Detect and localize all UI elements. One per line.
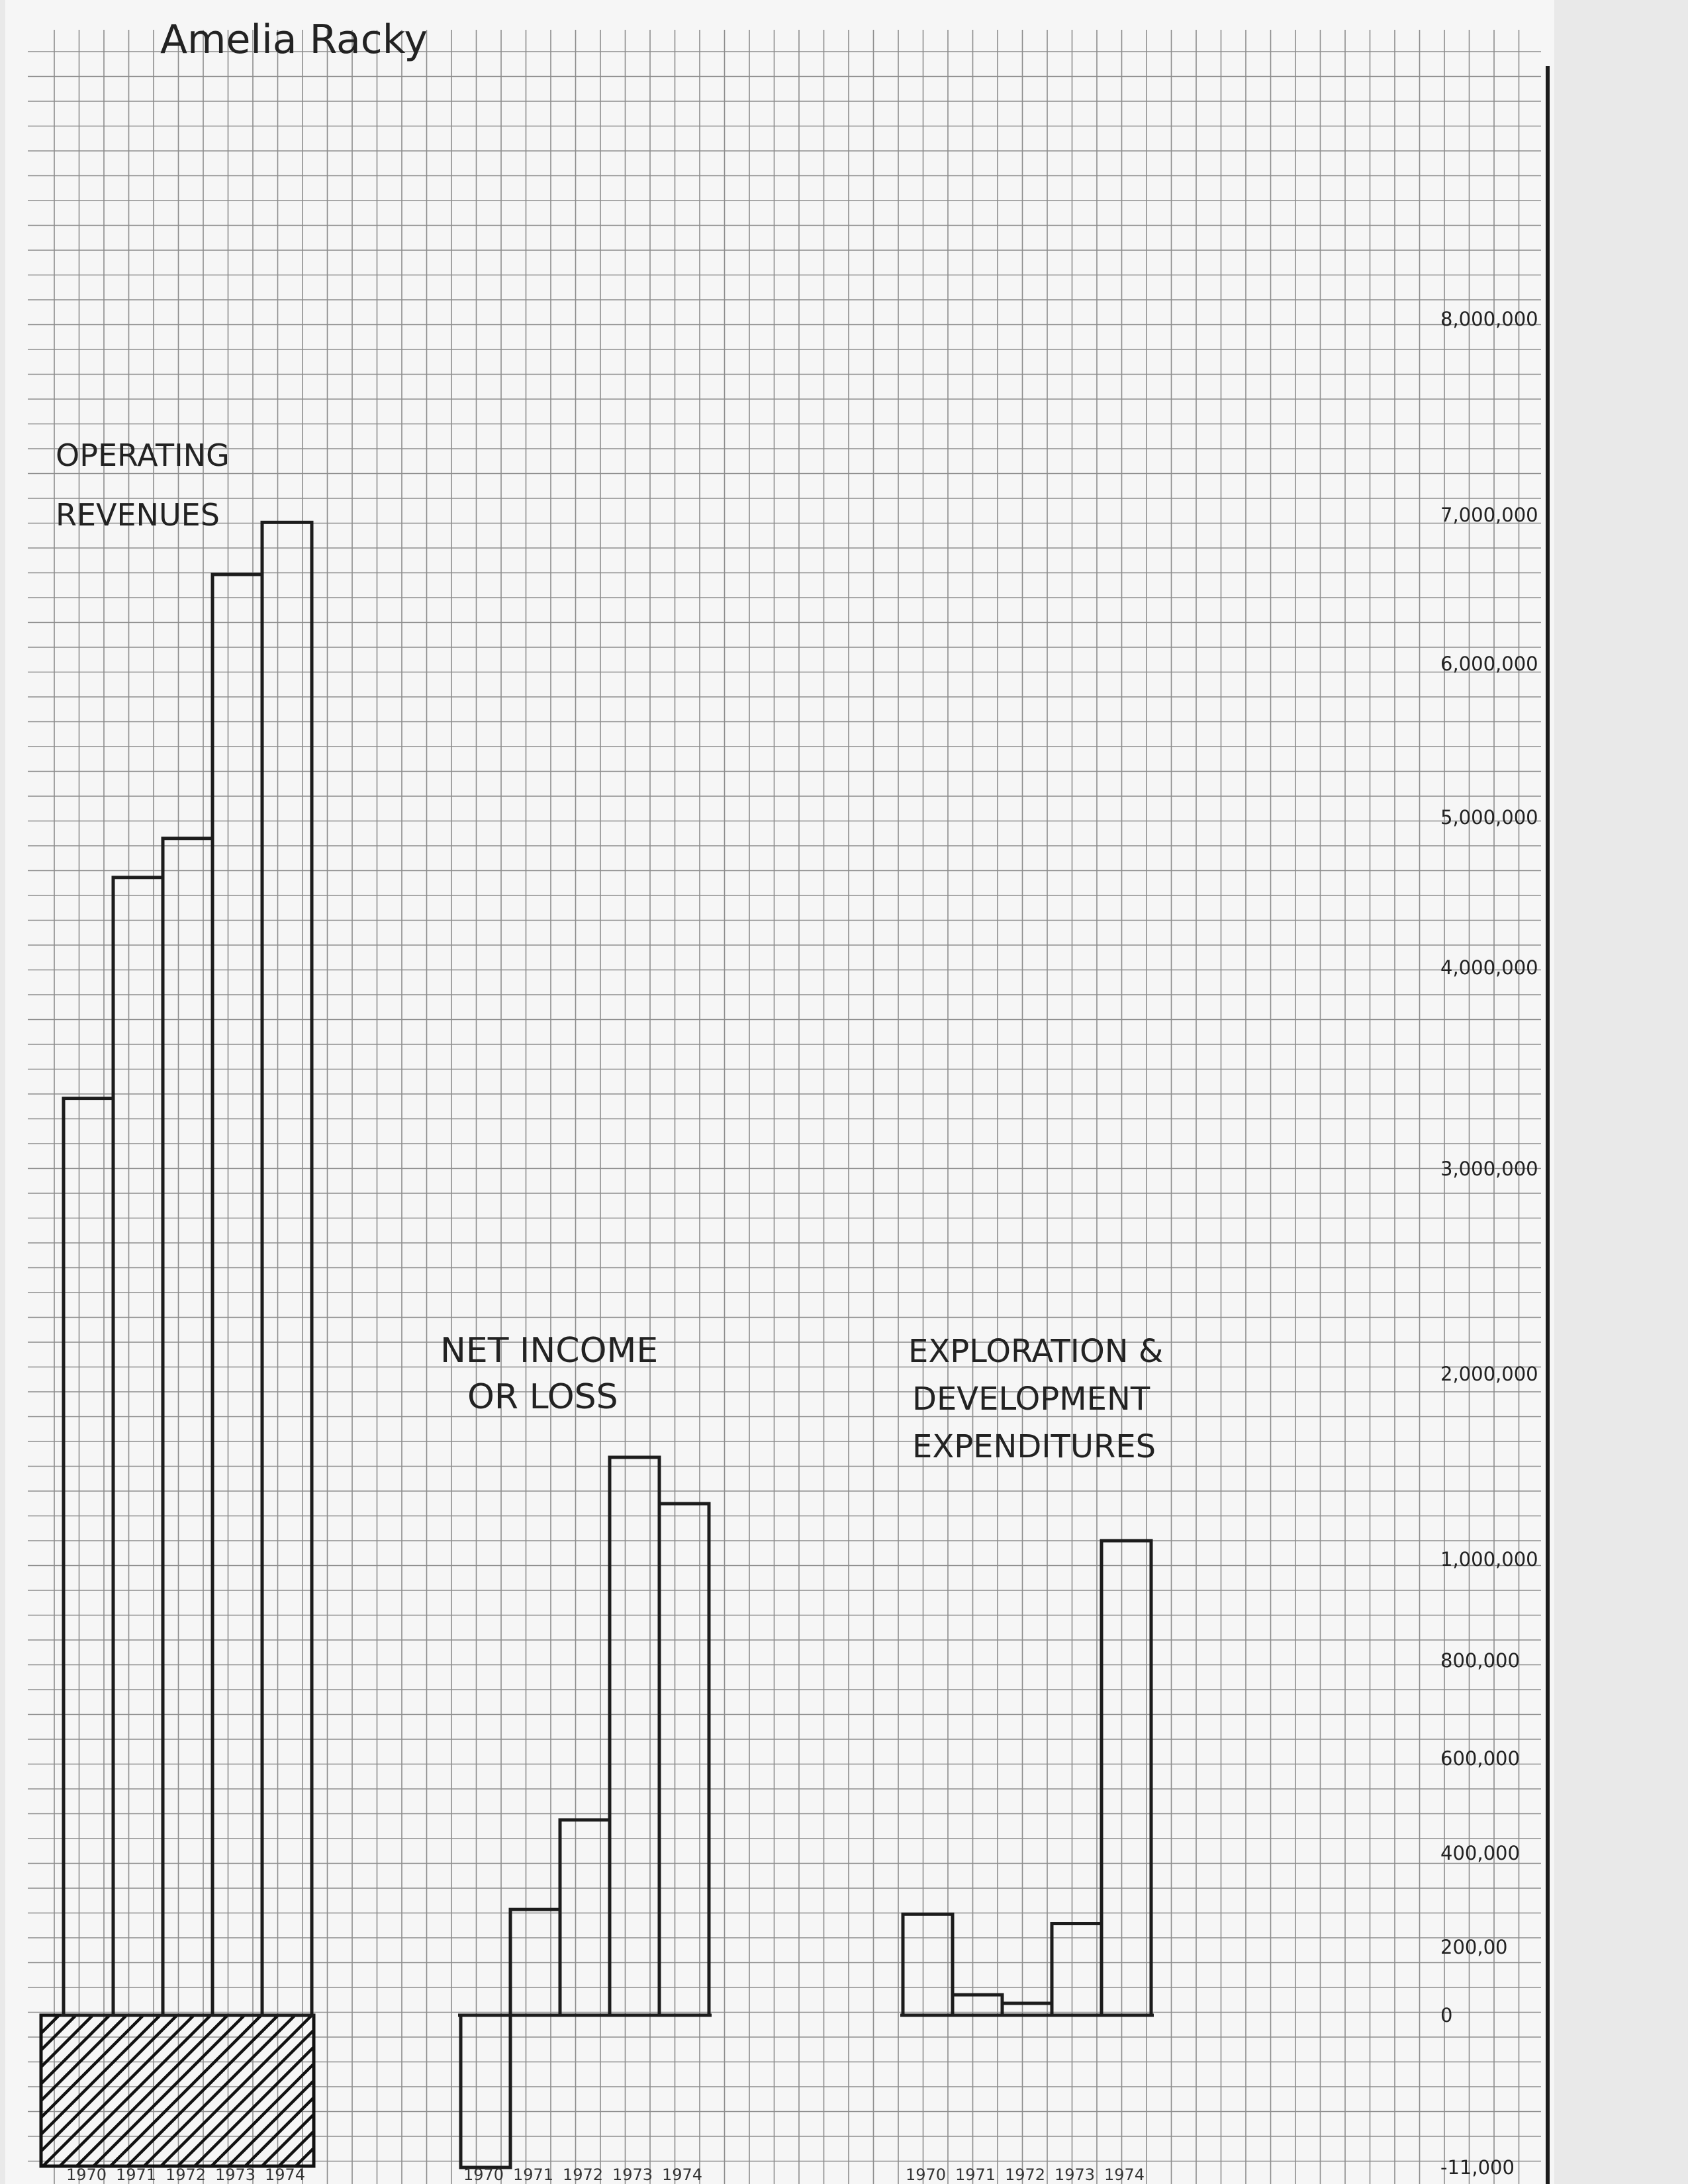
y-tick-label: 200,00 xyxy=(1440,1936,1508,1958)
hatched-base-area xyxy=(41,2015,314,2166)
x-tick-label: 1974 xyxy=(1104,2165,1145,2184)
y-tick-label: 8,000,000 xyxy=(1440,308,1538,330)
y-tick-label: 400,000 xyxy=(1440,1842,1520,1864)
group-title-exploration xyxy=(908,1333,1163,1465)
group-title-line: OR LOSS xyxy=(467,1377,618,1417)
x-tick-label: 1971 xyxy=(513,2165,554,2184)
bar xyxy=(1002,2003,1052,2015)
y-tick-label: 3,000,000 xyxy=(1440,1158,1538,1180)
x-tick-label: 1972 xyxy=(563,2165,604,2184)
y-tick-label: 7,000,000 xyxy=(1440,504,1538,526)
bar xyxy=(659,1504,709,2015)
x-tick-label: 1971 xyxy=(116,2165,157,2184)
bar xyxy=(64,1099,113,2015)
bar xyxy=(212,574,262,2015)
x-tick-label: 1970 xyxy=(66,2165,107,2184)
y-tick-label: 5,000,000 xyxy=(1440,806,1538,829)
group-title-line: OPERATING xyxy=(56,437,230,473)
x-tick-label: 1971 xyxy=(955,2165,996,2184)
group-title-line: EXPLORATION & xyxy=(908,1333,1164,1370)
y-tick-label: 2,000,000 xyxy=(1440,1363,1538,1385)
group-title-line: EXPENDITURES xyxy=(912,1428,1156,1465)
y-tick-label: 4,000,000 xyxy=(1440,956,1538,979)
bar xyxy=(560,1820,610,2015)
y-tick-label: -11,000 xyxy=(1440,2156,1515,2179)
x-tick-label: 1974 xyxy=(265,2165,306,2184)
y-tick-label: 0 xyxy=(1440,2004,1453,2026)
bar xyxy=(903,1914,953,2015)
x-tick-label: 1972 xyxy=(165,2165,207,2184)
y-tick-label: 800,000 xyxy=(1440,1649,1520,1672)
author-name: Amelia Racky xyxy=(160,17,428,63)
x-tick-label: 1972 xyxy=(1005,2165,1046,2184)
x-tick-label: 1970 xyxy=(463,2165,504,2184)
x-tick-label: 1973 xyxy=(215,2165,256,2184)
x-tick-label: 1973 xyxy=(1055,2165,1096,2184)
x-tick-label: 1974 xyxy=(662,2165,703,2184)
group-title-line: NET INCOME xyxy=(440,1331,659,1371)
y-tick-label: 1,000,000 xyxy=(1440,1548,1538,1570)
bar xyxy=(461,2015,510,2167)
x-tick-label: 1970 xyxy=(906,2165,947,2184)
bar xyxy=(1102,1541,1151,2015)
bar xyxy=(113,878,163,2015)
x-tick-label: 1973 xyxy=(612,2165,653,2184)
x-axis-labels xyxy=(66,2165,1145,2184)
group-title-line: REVENUES xyxy=(56,497,220,533)
grid xyxy=(28,30,1541,2184)
group-title-line: DEVELOPMENT xyxy=(912,1381,1150,1418)
y-tick-label: 600,000 xyxy=(1440,1747,1520,1770)
y-tick-label: 6,000,000 xyxy=(1440,653,1538,675)
